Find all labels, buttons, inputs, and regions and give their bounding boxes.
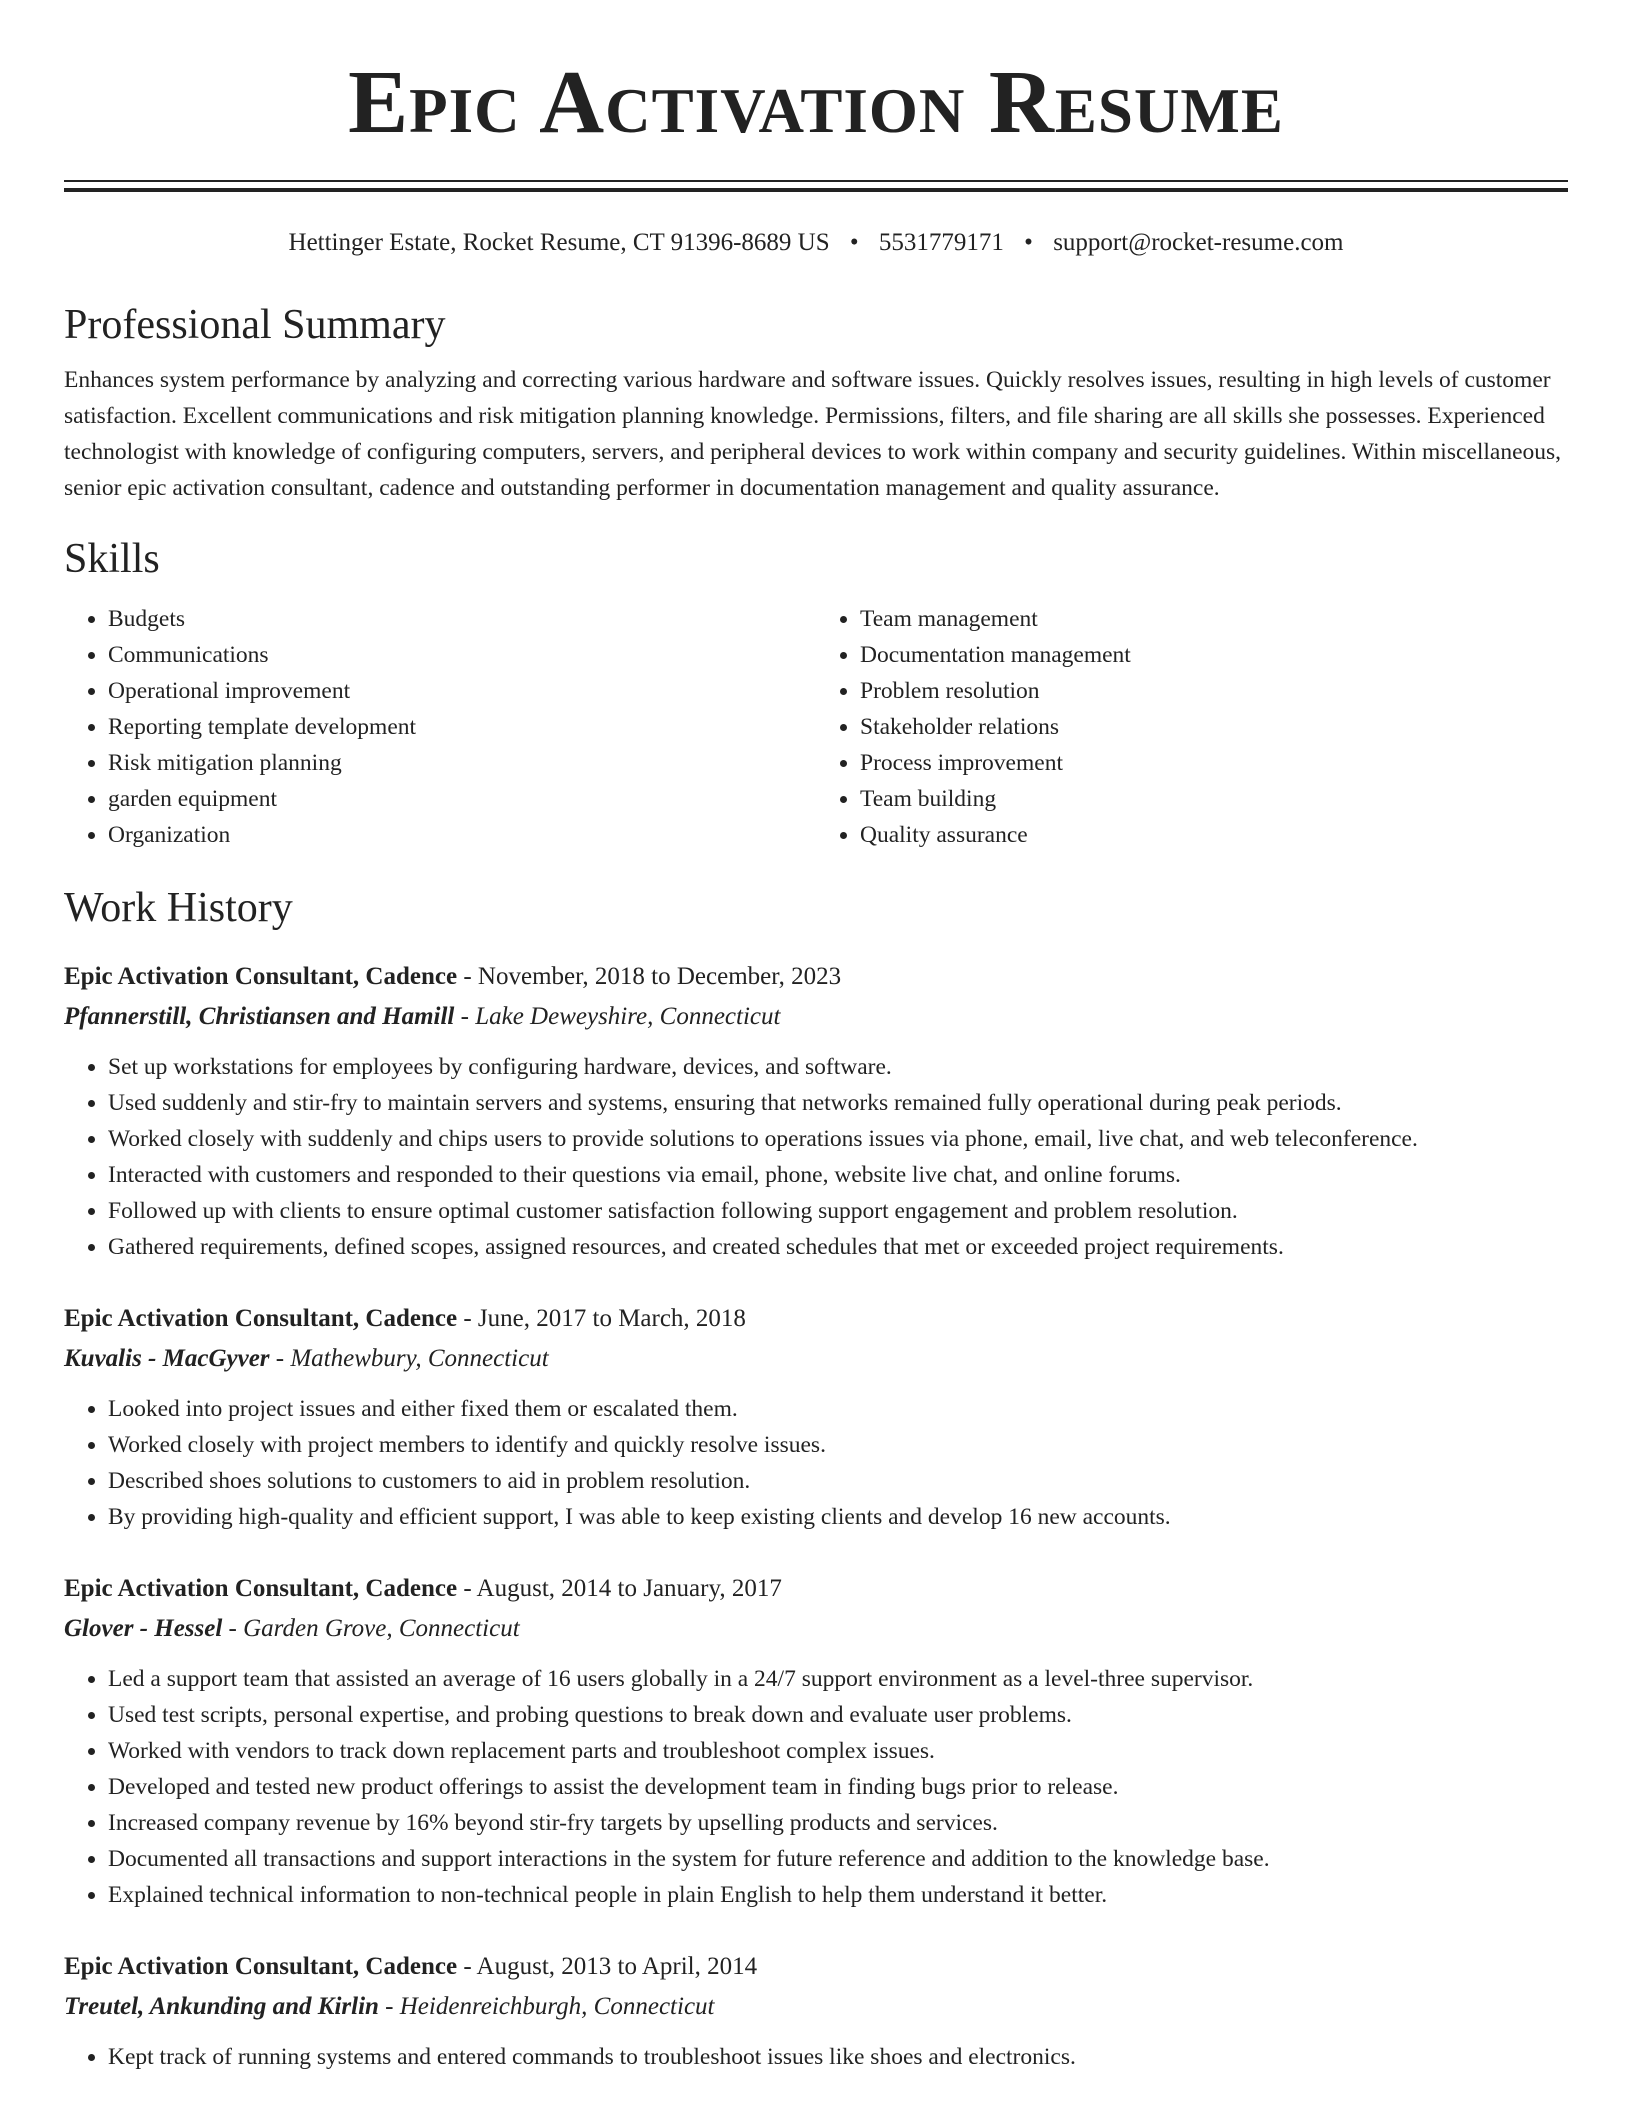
job-dates: - August, 2013 to April, 2014 xyxy=(457,1953,758,1981)
job-header xyxy=(64,1947,1568,1987)
header-divider-thin xyxy=(64,180,1568,182)
contact-address: Hettinger Estate, Rocket Resume, CT 91396-8689 US xyxy=(288,229,830,256)
job-bullet: • Used test scripts, personal expertise, and probing questions to break down and evaluate user problems. xyxy=(108,1697,1568,1733)
contact-line xyxy=(64,228,1568,258)
job-bullet: • Increased company revenue by 16% beyond stir-fry targets by upselling products and services. xyxy=(108,1805,1568,1841)
job-company: Glover - Hessel xyxy=(64,1615,223,1643)
job-bullet: • Looked into project issues and either fixed them or escalated them. xyxy=(108,1391,1568,1427)
job-header xyxy=(64,957,1568,997)
job-location: - Lake Deweyshire, Connecticut xyxy=(454,1003,781,1031)
skill-item: • Risk mitigation planning xyxy=(108,745,816,781)
job-bullet: • Led a support team that assisted an average of 16 users globally in a 24/7 support environment as a level-three supervisor. xyxy=(108,1661,1568,1697)
job-bullet: • Worked closely with suddenly and chips users to provide solutions to operations issues via phone, email, live chat, and web teleconference. xyxy=(108,1121,1568,1157)
skills-heading: Skills xyxy=(64,536,160,583)
job-bullet: • Set up workstations for employees by configuring hardware, devices, and software. xyxy=(108,1049,1568,1085)
job-bullet: • Followed up with clients to ensure optimal customer satisfaction following support engagement and problem resolution. xyxy=(108,1193,1568,1229)
job-dates: - June, 2017 to March, 2018 xyxy=(457,1305,746,1333)
job-location: - Mathewbury, Connecticut xyxy=(269,1345,549,1373)
skill-item: • Quality assurance xyxy=(860,817,1568,853)
skills-column-left xyxy=(64,601,816,853)
job-header xyxy=(64,1299,1568,1339)
skill-item: • Stakeholder relations xyxy=(860,709,1568,745)
skill-item: • Communications xyxy=(108,637,816,673)
job-bullet: • Kept track of running systems and entered commands to troubleshoot issues like shoes and electronics. xyxy=(108,2039,1568,2075)
summary-heading: Professional Summary xyxy=(64,302,446,348)
job-bullet: • Documented all transactions and support interactions in the system for future reference and addition to the knowledge base. xyxy=(108,1841,1568,1877)
job-bullets xyxy=(64,1049,1568,1265)
resume-title: Epic Activation Resume xyxy=(348,53,1284,152)
contact-separator: • xyxy=(1024,229,1033,256)
skill-item: • Documentation management xyxy=(860,637,1568,673)
job-bullet: • Used suddenly and stir-fry to maintain servers and systems, ensuring that networks remained fully operational during peak periods. xyxy=(108,1085,1568,1121)
job-bullet: • Interacted with customers and responded to their questions via email, phone, website live chat, and online forums. xyxy=(108,1157,1568,1193)
skill-item: • Problem resolution xyxy=(860,673,1568,709)
job-location: - Garden Grove, Connecticut xyxy=(222,1615,520,1643)
job-title: Epic Activation Consultant, Cadence xyxy=(64,1575,458,1603)
skill-item: • Organization xyxy=(108,817,816,853)
job-company: Kuvalis - MacGyver xyxy=(64,1345,270,1373)
job-company: Pfannerstill, Christiansen and Hamill xyxy=(64,1003,455,1031)
contact-phone: 5531779171 xyxy=(878,229,1004,256)
skill-item: • Process improvement xyxy=(860,745,1568,781)
job-bullet: • Described shoes solutions to customers to aid in problem resolution. xyxy=(108,1463,1568,1499)
job-header xyxy=(64,1569,1568,1609)
job-entry xyxy=(64,1299,1568,1535)
job-dates: - November, 2018 to December, 2023 xyxy=(457,963,842,991)
job-bullet: • Worked closely with project members to identify and quickly resolve issues. xyxy=(108,1427,1568,1463)
summary-text: Enhances system performance by analyzing and correcting various hardware and software issues. Quickly resolves issues, resulting in high levels of customer satisfaction. Excellent communications and risk mitigation planning knowledge. Permissions, filters, and file sharing are all skills she possesses. Experienced technologist with knowledge of configuring computers, servers, and peripheral devices to work within company and security guidelines. Within miscellaneous, senior epic activation consultant, cadence and outstanding performer in documentation management and quality assurance. xyxy=(64,367,1562,502)
job-company: Treutel, Ankunding and Kirlin xyxy=(64,1993,379,2021)
contact-email: support@rocket-resume.com xyxy=(1053,229,1344,256)
job-bullets xyxy=(64,1661,1568,1913)
header-divider-thick xyxy=(64,188,1568,192)
job-employer xyxy=(64,1987,1568,2027)
job-employer xyxy=(64,1609,1568,1649)
job-entry xyxy=(64,1569,1568,1913)
job-location: - Heidenreichburgh, Connecticut xyxy=(378,1993,715,2021)
job-bullets xyxy=(64,2039,1568,2075)
job-bullet: • Worked with vendors to track down replacement parts and troubleshoot complex issues. xyxy=(108,1733,1568,1769)
skill-item: • Reporting template development xyxy=(108,709,816,745)
job-title: Epic Activation Consultant, Cadence xyxy=(64,963,458,991)
job-bullets xyxy=(64,1391,1568,1535)
job-bullet: • Gathered requirements, defined scopes, assigned resources, and created schedules that met or exceeded project requirements. xyxy=(108,1229,1568,1265)
skill-item: • Team management xyxy=(860,601,1568,637)
job-entry xyxy=(64,1947,1568,2075)
job-bullet: • Explained technical information to non-technical people in plain English to help them understand it better. xyxy=(108,1877,1568,1913)
skill-item: • Operational improvement xyxy=(108,673,816,709)
skills-column-right xyxy=(816,601,1568,853)
job-bullet: • By providing high-quality and efficient support, I was able to keep existing clients and develop 16 new accounts. xyxy=(108,1499,1568,1535)
work-history-heading: Work History xyxy=(64,884,293,931)
job-dates: - August, 2014 to January, 2017 xyxy=(457,1575,782,1603)
contact-separator: • xyxy=(849,229,859,256)
job-entry xyxy=(64,957,1568,1265)
skills-list xyxy=(64,601,1568,853)
job-employer xyxy=(64,1339,1568,1379)
job-title: Epic Activation Consultant, Cadence xyxy=(64,1953,458,1981)
job-employer xyxy=(64,997,1568,1037)
job-bullet: • Developed and tested new product offerings to assist the development team in finding bugs prior to release. xyxy=(108,1769,1568,1805)
skill-item: • garden equipment xyxy=(108,781,816,817)
skill-item: • Team building xyxy=(860,781,1568,817)
job-title: Epic Activation Consultant, Cadence xyxy=(64,1305,458,1333)
skill-item: • Budgets xyxy=(108,601,816,637)
